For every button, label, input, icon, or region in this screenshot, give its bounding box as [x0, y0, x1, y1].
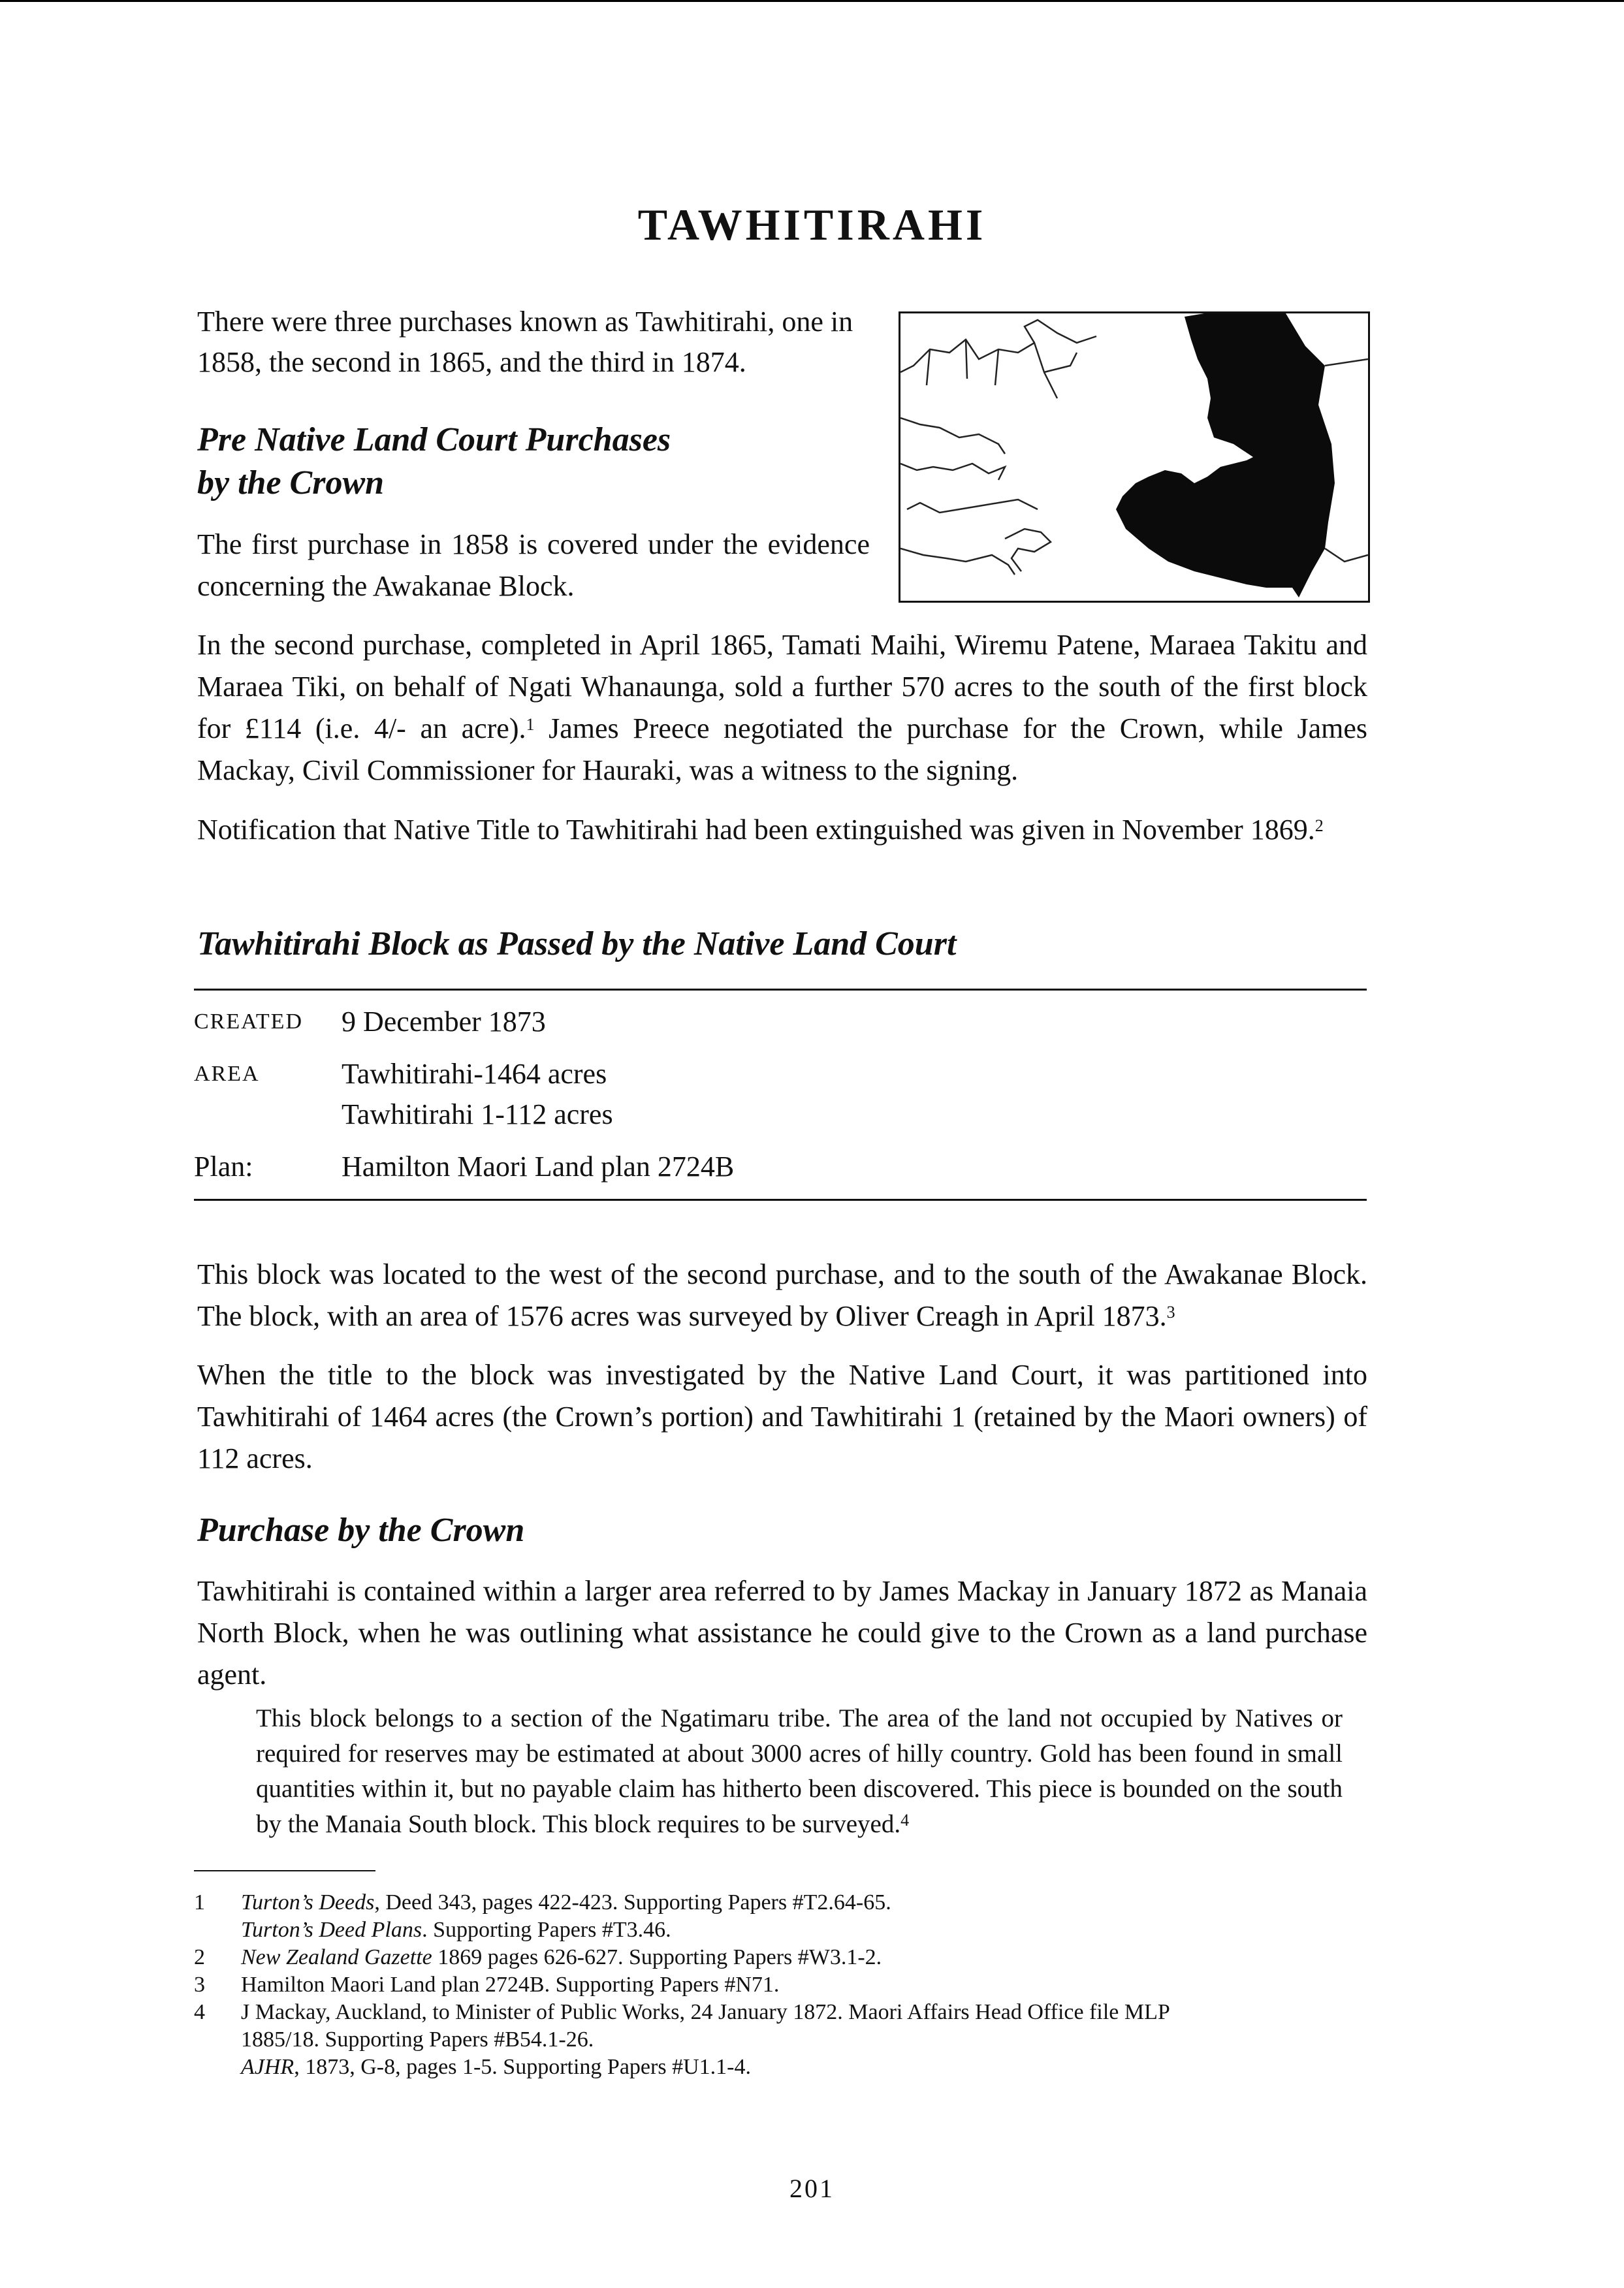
section-heading-pre-nlc-line1: Pre Native Land Court Purchases — [197, 421, 671, 458]
footnote-ref-1: 1 — [526, 715, 535, 734]
footnote-line-text: J Mackay, Auckland, to Minister of Public Works, 24 January 1872. Maori Affairs Head Office file MLP — [241, 2000, 1170, 2024]
footnote-line — [241, 1943, 882, 1972]
section-heading-pre-nlc-line2: by the Crown — [197, 464, 385, 501]
table-bottom-rule — [194, 1199, 1367, 1201]
paragraph-second-purchase-text: In the second purchase, completed in April 1865, Tamati Maihi, Wiremu Patene, Maraea Takitu and Maraea Tiki, on behalf of Ngati Whanaunga, sold a further 570 acres to the south of the first block for £114 (i.e. 4/- an acre). — [197, 629, 1367, 744]
page-number: 201 — [789, 2174, 835, 2203]
paragraph-second-purchase-tail: James Preece negotiated the purchase for the Crown, while James Mackay, Civil Commissioner for Hauraki, was a witness to the signing. — [197, 712, 1367, 786]
section-heading-nlc-block: Tawhitirahi Block as Passed by the Native Land Court — [197, 925, 957, 962]
paragraph-notification-text: Notification that Native Title to Tawhitirahi had been extinguished was given in November 1869. — [197, 814, 1315, 846]
location-map — [899, 311, 1370, 603]
row-label-area: AREA — [194, 1062, 260, 1086]
footnote-line-text: Hamilton Maori Land plan 2724B. Supporting Papers #N71. — [241, 1973, 780, 1997]
footnote-line-text: 1869 pages 626-627. Supporting Papers #W3.1-2. — [432, 1945, 882, 1969]
footnote-ref-2: 2 — [1314, 816, 1324, 835]
footnote-line — [241, 2053, 751, 2082]
footnote-ref-3: 3 — [1166, 1303, 1175, 1322]
footnote-line-text: , 1873, G-8, pages 1-5. Supporting Papers #U1.1-4. — [294, 2055, 751, 2079]
paragraph-partition: When the title to the block was investigated by the Native Land Court, it was partitioned into Tawhitirahi of 1464 acres (the Crown’s portion) and Tawhitirahi 1 (retained by the Maori owners) of 112 acres. — [197, 1359, 1367, 1474]
footnote-line — [241, 2026, 594, 2054]
top-border — [0, 0, 1624, 2]
footnote-line-text: . Supporting Papers #T3.46. — [422, 1918, 671, 1942]
footnote-source-title: Turton’s Deed Plans — [241, 1918, 422, 1942]
block-quote — [256, 1701, 1343, 1842]
footnote-number: 2 — [194, 1945, 205, 1969]
footnote-number: 1 — [194, 1890, 205, 1915]
footnote-line-text: 1885/18. Supporting Papers #B54.1-26. — [241, 2027, 594, 2052]
footnote-line-text: , Deed 343, pages 422-423. Supporting Papers #T2.64-65. — [374, 1890, 891, 1915]
paragraph-block-location-text: This block was located to the west of the second purchase, and to the south of the Awakanae Block. The block, with an area of 1576 acres was surveyed by Oliver Creagh in April 1873. — [197, 1258, 1367, 1332]
paragraph-notification — [197, 809, 1367, 851]
map-drawing — [900, 313, 1368, 601]
table-top-rule — [194, 989, 1367, 991]
page-title: TAWHITIRAHI — [637, 200, 987, 249]
paragraph-first-purchase: The first purchase in 1858 is covered under the evidence concerning the Awakanae Block. — [197, 528, 870, 602]
row-label-created: CREATED — [194, 1009, 303, 1034]
section-heading-purchase-by-crown: Purchase by the Crown — [197, 1512, 525, 1549]
footnote-number: 4 — [194, 2000, 205, 2024]
paragraph-manaia-north: Tawhitirahi is contained within a larger area referred to by James Mackay in January 1872 as Manaia North Block, when he was outlining what assistance he could give to the Crown as a land purchase agent. — [197, 1575, 1367, 1691]
intro-paragraph: There were three purchases known as Tawhitirahi, one in 1858, the second in 1865, and the third in 1874. — [197, 306, 853, 378]
paragraph-block-location — [197, 1254, 1367, 1337]
footnote-ref-4: 4 — [900, 1811, 910, 1830]
row-value-area-2: Tawhitirahi 1-112 acres — [342, 1098, 613, 1130]
row-value-area-1: Tawhitirahi-1464 acres — [342, 1058, 607, 1090]
footnote-number: 3 — [194, 1973, 205, 1997]
footnote-line — [241, 1888, 891, 1917]
footnote-line — [241, 1971, 779, 1999]
row-label-plan: Plan: — [194, 1151, 253, 1183]
row-value-plan: Hamilton Maori Land plan 2724B — [342, 1151, 735, 1183]
footnote-line — [241, 1998, 1170, 2027]
block-quote-text: This block belongs to a section of the Ngatimaru tribe. The area of the land not occupied by Natives or required for reserves may be estimated at about 3000 acres of hilly country. Gold has been found in small quantities within it, but no payable claim has hitherto been discovered. This piece is bounded on the south by the Manaia South block. This block requires to be surveyed. — [256, 1704, 1343, 1838]
footnote-source-title: Turton’s Deeds — [241, 1890, 375, 1915]
footnote-source-title: New Zealand Gazette — [241, 1945, 432, 1969]
footnote-rule — [194, 1870, 375, 1871]
paragraph-second-purchase — [197, 624, 1367, 791]
row-value-created: 9 December 1873 — [342, 1006, 546, 1038]
footnote-source-title: AJHR — [241, 2055, 295, 2079]
footnote-line — [241, 1916, 671, 1945]
